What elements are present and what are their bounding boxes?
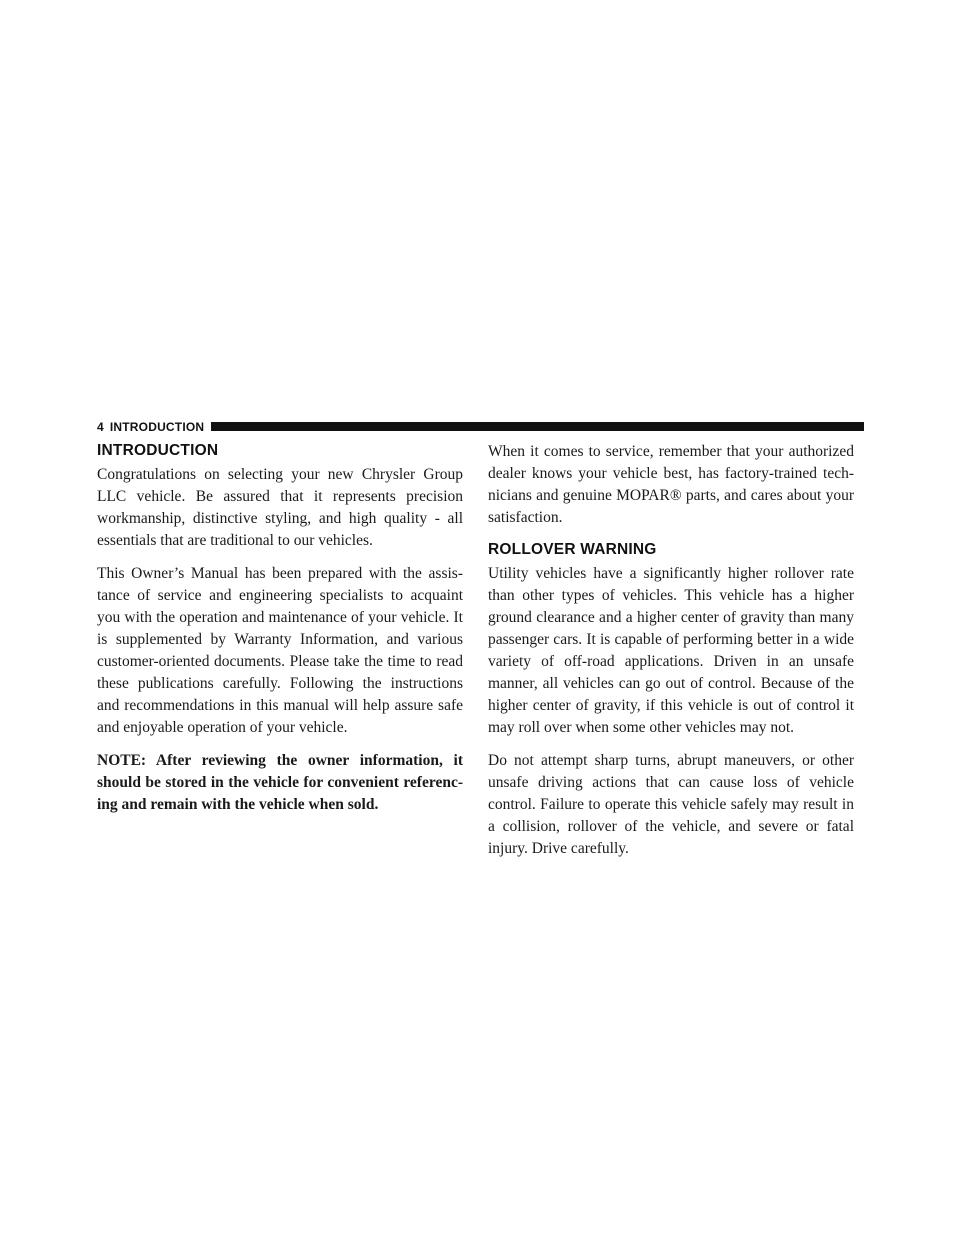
rollover-rate-paragraph: Utility vehicles have a significantly higher rollover rate than other types of vehicles. This vehicle has a higher ground clearance and a higher center of gravity than many passenger cars. It is capable of performing better in a wide variety of off-road applications. Driven in an unsafe manner, all vehicles can go out of control. Because of the higher center of gravity, if this vehicle is out of control it may roll over when some other vehicles may not. [488, 565, 854, 736]
rollover-warning-heading: ROLLOVER WARNING [488, 541, 657, 558]
running-head-section: INTRODUCTION [109, 419, 205, 434]
congratulations-paragraph: Congratulations on selecting your new Chrysler Group LLC vehicle. Be assured that it represents precision workmanship, distinctive styling, and high quality - all essentials that are traditional to our vehicles. [97, 466, 463, 549]
service-paragraph: When it comes to service, remember that your authorized dealer knows your vehicle best, has factory-trained technicians and genuine MOPAR® parts, and cares about your satisfaction. [488, 443, 854, 526]
left-column [97, 441, 463, 827]
note-paragraph: NOTE: After reviewing the owner information, it should be stored in the vehicle for convenient referencing and remain with the vehicle when sold. [97, 752, 463, 813]
owners-manual-paragraph: This Owner’s Manual has been prepared with the assistance of service and engineering specialists to acquaint you with the operation and maintenance of your vehicle. It is supplemented by Warranty Information, and various customer-oriented documents. Please take the time to read these publications carefully. Following the instructions and recommendations in this manual will help assure safe and enjoyable operation of your vehicle. [97, 565, 463, 736]
header-rule [211, 422, 864, 431]
running-head [97, 419, 864, 434]
driving-caution-paragraph: Do not attempt sharp turns, abrupt maneuvers, or other unsafe driving actions that can cause loss of vehicle control. Failure to operate this vehicle safely may result in a collision, rollover of the vehicle, and severe or fatal injury. Drive carefully. [488, 752, 854, 857]
page-number: 4 [97, 419, 104, 434]
right-column [488, 441, 854, 871]
introduction-heading: INTRODUCTION [97, 442, 219, 459]
